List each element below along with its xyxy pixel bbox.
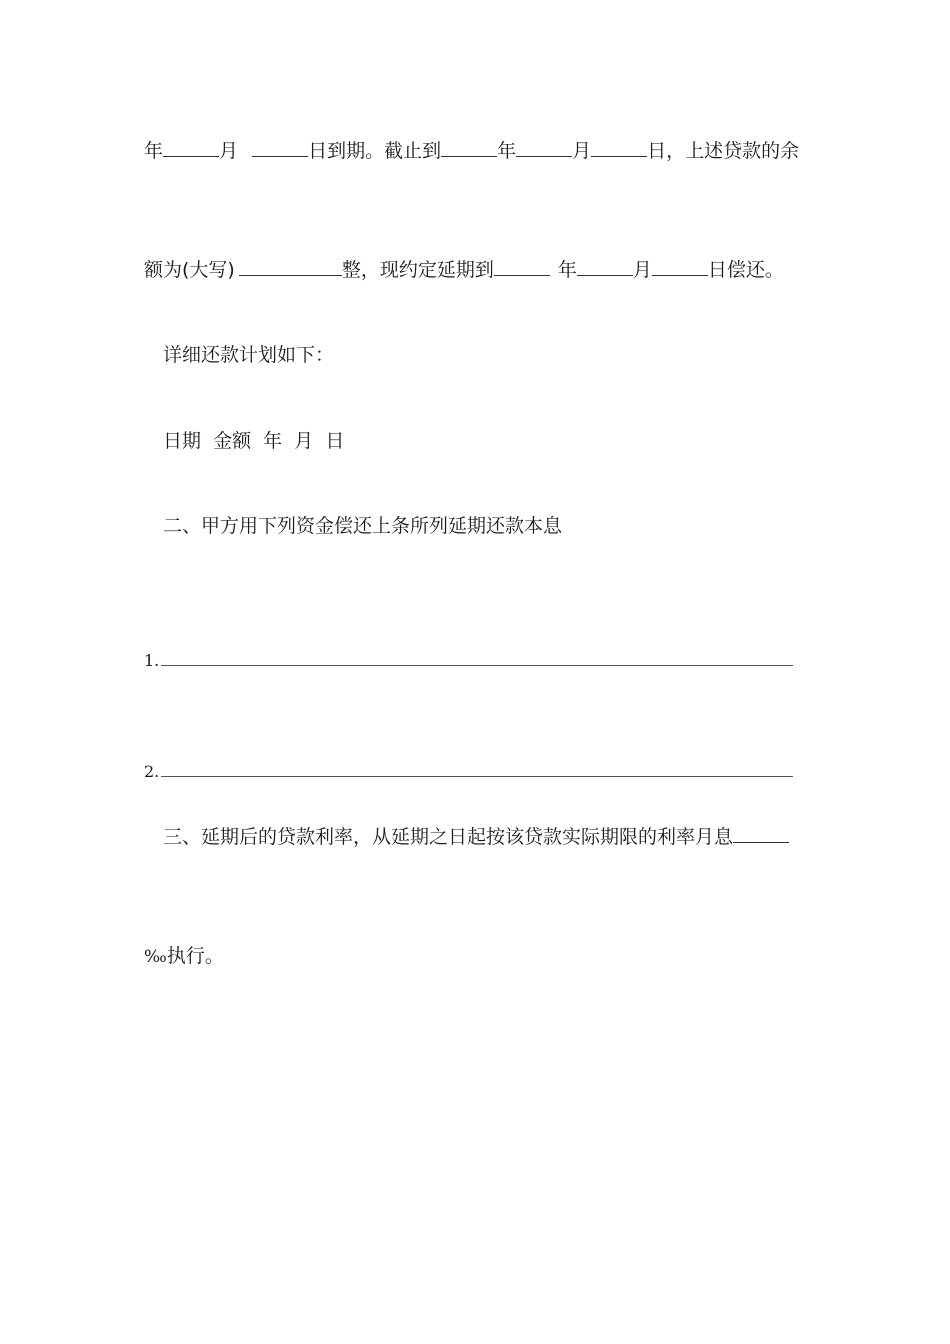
line-due-date [144,139,799,163]
blank-extend-day[interactable] [652,259,708,276]
blank-interest-rate[interactable] [733,826,789,843]
text-amount-label: 额为(大写) [144,259,235,281]
section-3-heading [163,825,789,849]
item-2-blank[interactable] [161,762,793,777]
text-extend-year: 年 [557,259,577,281]
item-1-number: 1. [144,651,160,670]
blank-cutoff-day[interactable] [591,140,647,157]
text-month: 月 [219,140,239,162]
section-3-text: 三、延期后的贷款利率，从延期之日起按该贷款实际期限的利率月息 [163,826,734,848]
text-extend-month: 月 [632,259,652,281]
text-extend-day: 日偿还。 [707,259,784,281]
item-2-number: 2. [144,762,160,781]
section-3-end-text: 执行。 [166,945,224,967]
section-3-continuation [144,944,224,969]
blank-amount[interactable] [239,259,342,276]
item-1-blank[interactable] [161,651,793,666]
blank-day[interactable] [252,140,308,157]
text-due-cutoff: 日到期。截止到 [308,140,442,162]
blank-cutoff-month[interactable] [516,140,572,157]
blank-year[interactable] [163,140,219,157]
text-extend-to: 整，现约定延期到 [341,259,494,281]
line-balance [144,258,784,282]
schedule-intro: 详细还款计划如下： [163,344,335,366]
permille-symbol: ‰ [144,947,167,967]
section-2-heading: 二、甲方用下列资金偿还上条所列延期还款本息 [163,515,563,537]
text-cutoff-year: 年 [497,140,517,162]
text-cutoff-month: 月 [572,140,592,162]
text-cutoff-day: 日，上述贷款的余 [647,140,800,162]
item-1 [144,648,793,673]
blank-extend-year[interactable] [494,259,550,276]
blank-cutoff-year[interactable] [441,140,497,157]
schedule-header: 日期 金额 年 月 日 [163,430,345,452]
item-2 [144,759,793,784]
blank-extend-month[interactable] [577,259,633,276]
text-year: 年 [144,140,164,162]
